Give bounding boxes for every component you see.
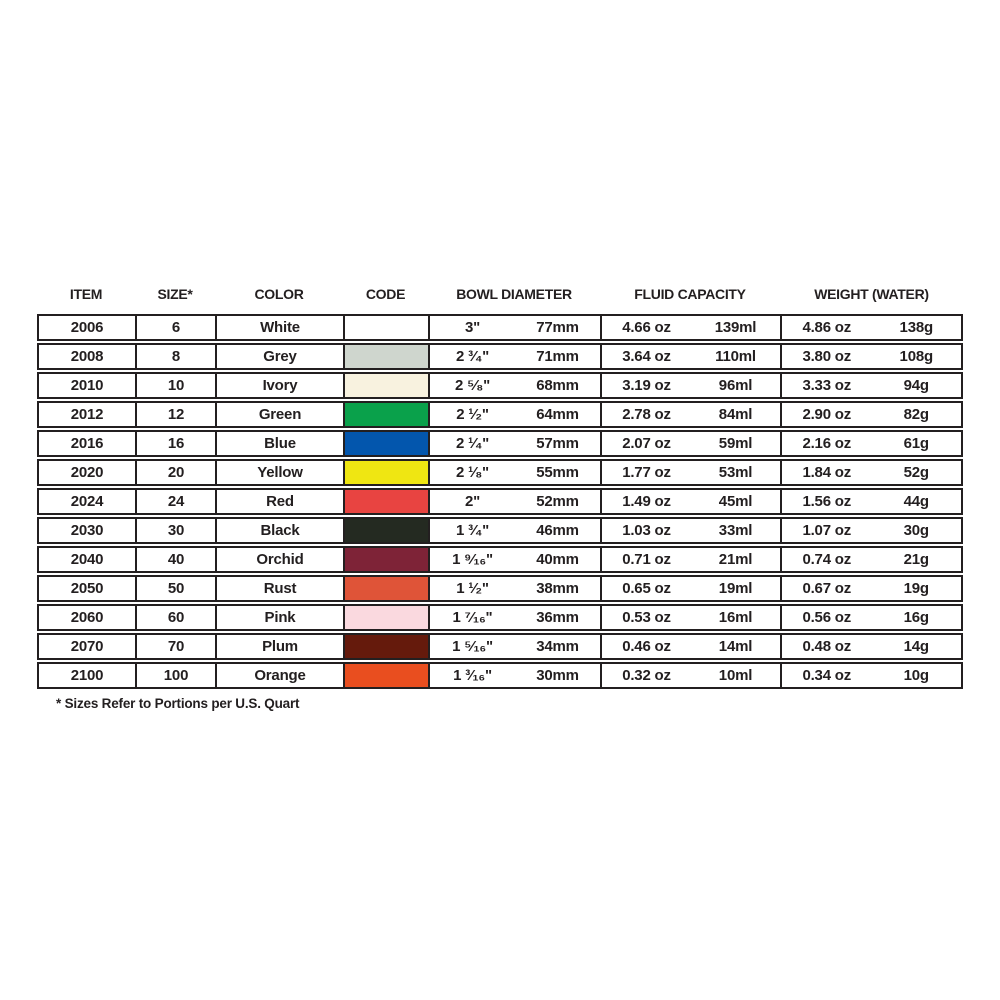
weight-grams: 14g bbox=[903, 638, 929, 655]
table-row bbox=[37, 662, 963, 689]
column-header-fluid-capacity: FLUID CAPACITY bbox=[634, 285, 746, 302]
item-number-cell: 2012 bbox=[70, 406, 104, 423]
table-row bbox=[37, 401, 963, 428]
bowl-diameter-cell bbox=[428, 403, 600, 426]
bowl-diameter-inches: 1 ⁵⁄₁₆" bbox=[452, 638, 493, 655]
fluid-capacity-oz: 0.53 oz bbox=[622, 609, 671, 626]
size-cell: 100 bbox=[135, 664, 215, 687]
color-code-swatch bbox=[343, 519, 428, 542]
size-cell: 50 bbox=[135, 577, 215, 600]
fluid-capacity-oz: 0.46 oz bbox=[622, 638, 671, 655]
table-row bbox=[37, 488, 963, 515]
column-header-code: CODE bbox=[365, 285, 406, 302]
table-row bbox=[37, 314, 963, 341]
bowl-diameter-cell bbox=[428, 548, 600, 571]
item-number-cell: 2050 bbox=[70, 580, 104, 597]
fluid-capacity-ml: 16ml bbox=[718, 609, 753, 626]
size-cell: 8 bbox=[135, 345, 215, 368]
fluid-capacity-ml: 14ml bbox=[718, 638, 753, 655]
bowl-diameter-mm: 52mm bbox=[536, 493, 579, 510]
fluid-capacity-cell bbox=[600, 548, 780, 571]
bowl-diameter-mm: 68mm bbox=[536, 377, 579, 394]
color-name-cell: Red bbox=[215, 490, 343, 513]
color-code-swatch bbox=[343, 345, 428, 368]
weight-grams: 94g bbox=[903, 377, 929, 394]
fluid-capacity-ml: 59ml bbox=[718, 435, 753, 452]
item-number-cell: 2030 bbox=[70, 522, 104, 539]
bowl-diameter-mm: 36mm bbox=[536, 609, 579, 626]
fluid-capacity-oz: 3.64 oz bbox=[622, 348, 671, 365]
bowl-diameter-cell bbox=[428, 432, 600, 455]
weight-water-cell bbox=[780, 635, 961, 658]
color-code-swatch bbox=[343, 635, 428, 658]
column-header-item: ITEM bbox=[69, 285, 103, 302]
size-cell: 6 bbox=[135, 316, 215, 339]
color-code-swatch bbox=[343, 316, 428, 339]
bowl-diameter-mm: 55mm bbox=[536, 464, 579, 481]
bowl-diameter-mm: 57mm bbox=[536, 435, 579, 452]
weight-grams: 138g bbox=[899, 319, 933, 336]
bowl-diameter-inches: 2 ¹⁄₂" bbox=[456, 406, 489, 423]
fluid-capacity-oz: 0.71 oz bbox=[622, 551, 671, 568]
color-name-cell: Black bbox=[215, 519, 343, 542]
color-name-cell: Grey bbox=[215, 345, 343, 368]
item-number-cell: 2006 bbox=[70, 319, 104, 336]
bowl-diameter-cell bbox=[428, 374, 600, 397]
bowl-diameter-mm: 71mm bbox=[536, 348, 579, 365]
weight-grams: 19g bbox=[903, 580, 929, 597]
color-name-cell: Green bbox=[215, 403, 343, 426]
weight-oz: 3.80 oz bbox=[802, 348, 852, 365]
bowl-diameter-cell bbox=[428, 635, 600, 658]
bowl-diameter-inches: 1 ³⁄₁₆" bbox=[453, 667, 492, 684]
color-code-swatch bbox=[343, 461, 428, 484]
fluid-capacity-ml: 96ml bbox=[718, 377, 753, 394]
item-number-cell: 2060 bbox=[70, 609, 104, 626]
table-row bbox=[37, 343, 963, 370]
weight-water-cell bbox=[780, 490, 961, 513]
weight-water-cell bbox=[780, 548, 961, 571]
fluid-capacity-oz: 1.77 oz bbox=[622, 464, 671, 481]
weight-oz: 4.86 oz bbox=[802, 319, 852, 336]
color-name-cell: White bbox=[215, 316, 343, 339]
weight-water-cell bbox=[780, 577, 961, 600]
fluid-capacity-oz: 3.19 oz bbox=[622, 377, 671, 394]
fluid-capacity-oz: 0.65 oz bbox=[622, 580, 671, 597]
bowl-diameter-inches: 2 ¹⁄₈" bbox=[456, 464, 489, 481]
column-header-size: SIZE* bbox=[157, 285, 193, 302]
color-code-swatch bbox=[343, 606, 428, 629]
fluid-capacity-oz: 1.03 oz bbox=[622, 522, 671, 539]
column-header-color: COLOR bbox=[254, 285, 304, 302]
table-row bbox=[37, 517, 963, 544]
item-number-cell: 2070 bbox=[70, 638, 104, 655]
bowl-diameter-cell bbox=[428, 490, 600, 513]
weight-water-cell bbox=[780, 606, 961, 629]
weight-oz: 0.74 oz bbox=[802, 551, 852, 568]
table-body bbox=[37, 314, 963, 689]
weight-grams: 52g bbox=[903, 464, 929, 481]
bowl-diameter-cell bbox=[428, 664, 600, 687]
weight-grams: 108g bbox=[899, 348, 933, 365]
bowl-diameter-mm: 64mm bbox=[536, 406, 579, 423]
color-code-swatch bbox=[343, 548, 428, 571]
size-cell: 20 bbox=[135, 461, 215, 484]
color-name-cell: Blue bbox=[215, 432, 343, 455]
fluid-capacity-oz: 4.66 oz bbox=[622, 319, 671, 336]
table-row bbox=[37, 459, 963, 486]
weight-oz: 1.84 oz bbox=[802, 464, 852, 481]
item-number-cell: 2040 bbox=[70, 551, 104, 568]
fluid-capacity-cell bbox=[600, 664, 780, 687]
weight-oz: 1.56 oz bbox=[802, 493, 852, 510]
size-cell: 16 bbox=[135, 432, 215, 455]
fluid-capacity-ml: 10ml bbox=[718, 667, 753, 684]
fluid-capacity-ml: 110ml bbox=[715, 348, 756, 365]
weight-water-cell bbox=[780, 403, 961, 426]
color-name-cell: Ivory bbox=[215, 374, 343, 397]
size-cell: 24 bbox=[135, 490, 215, 513]
bowl-diameter-inches: 1 ⁹⁄₁₆" bbox=[452, 551, 493, 568]
fluid-capacity-ml: 53ml bbox=[718, 464, 753, 481]
weight-grams: 82g bbox=[903, 406, 929, 423]
color-name-cell: Orange bbox=[215, 664, 343, 687]
fluid-capacity-oz: 0.32 oz bbox=[622, 667, 671, 684]
table-row bbox=[37, 546, 963, 573]
weight-water-cell bbox=[780, 316, 961, 339]
bowl-diameter-inches: 2 ¹⁄₄" bbox=[455, 435, 490, 452]
weight-oz: 2.16 oz bbox=[802, 435, 852, 452]
weight-oz: 0.56 oz bbox=[802, 609, 852, 626]
fluid-capacity-oz: 1.49 oz bbox=[622, 493, 671, 510]
weight-grams: 61g bbox=[903, 435, 929, 452]
bowl-diameter-inches: 1 ³⁄₄" bbox=[455, 522, 490, 539]
color-name-cell: Orchid bbox=[215, 548, 343, 571]
bowl-diameter-cell bbox=[428, 461, 600, 484]
color-code-swatch bbox=[343, 432, 428, 455]
bowl-diameter-inches: 3" bbox=[464, 319, 481, 336]
bowl-diameter-cell bbox=[428, 519, 600, 542]
bowl-diameter-inches: 2" bbox=[464, 493, 481, 510]
weight-oz: 0.34 oz bbox=[802, 667, 852, 684]
column-header-weight-water: WEIGHT (WATER) bbox=[814, 285, 929, 302]
fluid-capacity-cell bbox=[600, 403, 780, 426]
size-cell: 30 bbox=[135, 519, 215, 542]
table-row bbox=[37, 430, 963, 457]
size-cell: 10 bbox=[135, 374, 215, 397]
bowl-diameter-inches: 2 ⁵⁄₈" bbox=[455, 377, 490, 394]
table-header-row bbox=[37, 283, 963, 304]
item-number-cell: 2024 bbox=[70, 493, 104, 510]
weight-water-cell bbox=[780, 461, 961, 484]
fluid-capacity-cell bbox=[600, 432, 780, 455]
fluid-capacity-ml: 139ml bbox=[714, 319, 757, 336]
bowl-diameter-cell bbox=[428, 316, 600, 339]
weight-water-cell bbox=[780, 432, 961, 455]
bowl-diameter-cell bbox=[428, 345, 600, 368]
fluid-capacity-oz: 2.78 oz bbox=[622, 406, 671, 423]
disher-spec-sheet bbox=[37, 283, 963, 711]
fluid-capacity-cell bbox=[600, 461, 780, 484]
color-code-swatch bbox=[343, 403, 428, 426]
weight-water-cell bbox=[780, 664, 961, 687]
size-cell: 40 bbox=[135, 548, 215, 571]
weight-oz: 0.67 oz bbox=[802, 580, 852, 597]
weight-grams: 30g bbox=[903, 522, 929, 539]
fluid-capacity-cell bbox=[600, 577, 780, 600]
fluid-capacity-ml: 19ml bbox=[718, 580, 753, 597]
bowl-diameter-inches: 1 ¹⁄₂" bbox=[456, 580, 489, 597]
fluid-capacity-ml: 33ml bbox=[718, 522, 753, 539]
color-name-cell: Rust bbox=[215, 577, 343, 600]
weight-oz: 1.07 oz bbox=[802, 522, 852, 539]
fluid-capacity-oz: 2.07 oz bbox=[622, 435, 671, 452]
size-cell: 70 bbox=[135, 635, 215, 658]
bowl-diameter-mm: 38mm bbox=[536, 580, 579, 597]
table-row bbox=[37, 372, 963, 399]
table-row bbox=[37, 633, 963, 660]
item-number-cell: 2016 bbox=[70, 435, 104, 452]
color-name-cell: Yellow bbox=[215, 461, 343, 484]
weight-water-cell bbox=[780, 374, 961, 397]
color-name-cell: Plum bbox=[215, 635, 343, 658]
fluid-capacity-ml: 45ml bbox=[718, 493, 753, 510]
bowl-diameter-inches: 1 ⁷⁄₁₆" bbox=[452, 609, 493, 626]
size-cell: 12 bbox=[135, 403, 215, 426]
fluid-capacity-ml: 21ml bbox=[718, 551, 753, 568]
bowl-diameter-mm: 30mm bbox=[536, 667, 579, 684]
sizes-footnote: * Sizes Refer to Portions per U.S. Quart bbox=[56, 696, 300, 711]
weight-grams: 21g bbox=[903, 551, 929, 568]
table-row bbox=[37, 604, 963, 631]
bowl-diameter-cell bbox=[428, 606, 600, 629]
fluid-capacity-cell bbox=[600, 316, 780, 339]
weight-oz: 3.33 oz bbox=[802, 377, 852, 394]
weight-water-cell bbox=[780, 345, 961, 368]
column-header-bowl-diameter: BOWL DIAMETER bbox=[456, 285, 572, 302]
item-number-cell: 2100 bbox=[70, 667, 104, 684]
color-code-swatch bbox=[343, 374, 428, 397]
fluid-capacity-cell bbox=[600, 345, 780, 368]
weight-grams: 16g bbox=[903, 609, 929, 626]
fluid-capacity-cell bbox=[600, 606, 780, 629]
weight-oz: 2.90 oz bbox=[802, 406, 852, 423]
weight-grams: 10g bbox=[903, 667, 929, 684]
bowl-diameter-inches: 2 ³⁄₄" bbox=[455, 348, 490, 365]
fluid-capacity-cell bbox=[600, 519, 780, 542]
color-code-swatch bbox=[343, 577, 428, 600]
fluid-capacity-cell bbox=[600, 635, 780, 658]
size-cell: 60 bbox=[135, 606, 215, 629]
item-number-cell: 2010 bbox=[70, 377, 104, 394]
color-name-cell: Pink bbox=[215, 606, 343, 629]
color-code-swatch bbox=[343, 490, 428, 513]
fluid-capacity-cell bbox=[600, 374, 780, 397]
item-number-cell: 2020 bbox=[70, 464, 104, 481]
bowl-diameter-cell bbox=[428, 577, 600, 600]
bowl-diameter-mm: 34mm bbox=[536, 638, 579, 655]
color-code-swatch bbox=[343, 664, 428, 687]
item-number-cell: 2008 bbox=[70, 348, 104, 365]
bowl-diameter-mm: 77mm bbox=[536, 319, 579, 336]
bowl-diameter-mm: 40mm bbox=[536, 551, 579, 568]
table-row bbox=[37, 575, 963, 602]
weight-grams: 44g bbox=[903, 493, 929, 510]
bowl-diameter-mm: 46mm bbox=[536, 522, 579, 539]
weight-water-cell bbox=[780, 519, 961, 542]
weight-oz: 0.48 oz bbox=[802, 638, 852, 655]
fluid-capacity-cell bbox=[600, 490, 780, 513]
fluid-capacity-ml: 84ml bbox=[718, 406, 753, 423]
